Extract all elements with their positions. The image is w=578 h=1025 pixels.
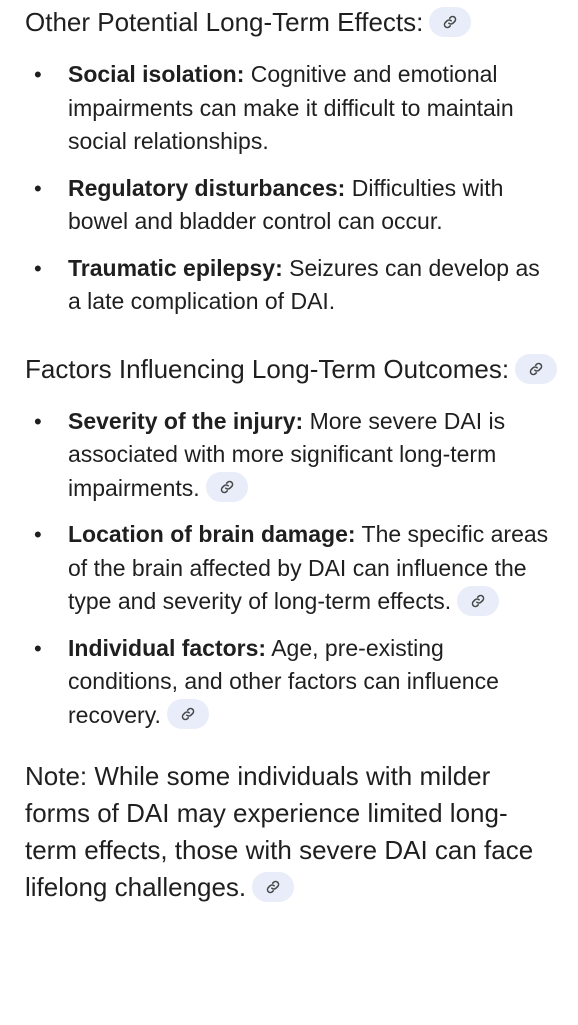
- list-item: [25, 405, 558, 506]
- list-item: [25, 632, 558, 733]
- source-link-chip[interactable]: [515, 354, 557, 384]
- item-text: Difficulties with bowel and bladder control can occur.: [68, 174, 504, 234]
- note-paragraph: [25, 758, 558, 906]
- source-link-chip[interactable]: [252, 872, 294, 902]
- source-link-chip[interactable]: [457, 586, 499, 616]
- item-term: Individual factors:: [68, 634, 267, 661]
- link-icon: [220, 480, 234, 494]
- outcome-factors-section: [25, 349, 558, 733]
- item-term: Location of brain damage:: [68, 521, 356, 547]
- effects-list: [25, 58, 558, 319]
- note-text: Note: While some individuals with milder forms of DAI may experience limited long-term effects, those with severe DAI can face lifelong challenges.: [25, 761, 534, 902]
- list-item: [25, 518, 558, 619]
- item-text: Age, pre-existing conditions, and other factors can influence recovery.: [68, 634, 499, 728]
- link-icon: [181, 707, 195, 721]
- link-icon: [471, 594, 485, 608]
- item-term: Regulatory disturbances:: [68, 174, 346, 201]
- link-icon: [443, 15, 457, 29]
- source-link-chip[interactable]: [167, 699, 209, 729]
- bullet: •: [34, 62, 42, 87]
- factors-list: [25, 405, 558, 733]
- item-term: Traumatic epilepsy:: [68, 254, 283, 281]
- bullet: •: [34, 635, 42, 661]
- list-item: [25, 172, 558, 239]
- item-text: Seizures can develop as a late complication of DAI.: [68, 254, 540, 314]
- list-item: [25, 58, 558, 159]
- link-icon: [529, 362, 543, 376]
- bullet: •: [34, 522, 42, 547]
- item-term: Social isolation:: [68, 61, 245, 87]
- bullet: •: [34, 255, 42, 281]
- item-text: Cognitive and emotional impairments can make it difficult to maintain social relationships.: [68, 61, 514, 154]
- section-heading: Factors Influencing Long-Term Outcomes:: [25, 349, 558, 389]
- long-term-effects-section: [25, 2, 558, 319]
- source-link-chip[interactable]: [429, 7, 471, 37]
- link-icon: [266, 880, 280, 894]
- bullet: •: [34, 408, 42, 434]
- bullet: •: [34, 175, 42, 201]
- item-text: More severe DAI is associated with more significant long-term impairments.: [68, 407, 506, 501]
- response-content: [0, 2, 578, 906]
- item-text: The specific areas of the brain affected by DAI can influence the type and severity of long-term effects.: [68, 521, 549, 614]
- source-link-chip[interactable]: [206, 472, 248, 502]
- section-heading: Other Potential Long-Term Effects:: [25, 2, 558, 42]
- item-term: Severity of the injury:: [68, 407, 304, 434]
- list-item: [25, 252, 558, 319]
